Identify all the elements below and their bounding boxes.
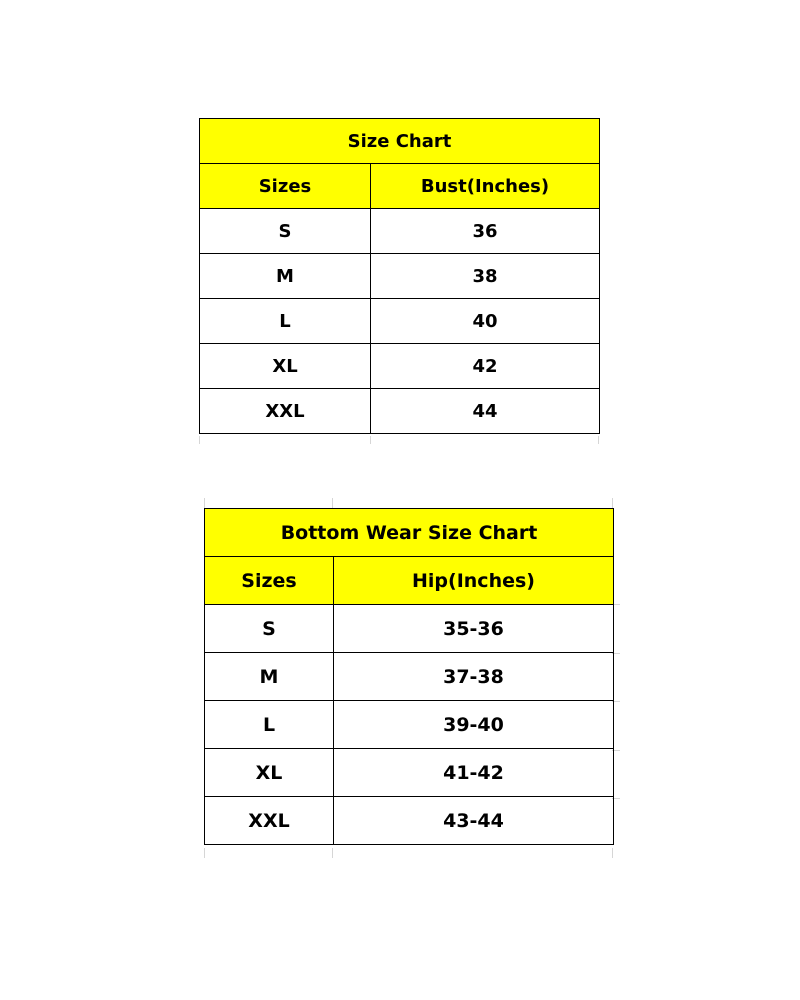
gridline-stub bbox=[612, 848, 613, 858]
table-row bbox=[205, 701, 614, 749]
size-cell: S bbox=[205, 605, 334, 653]
table-row bbox=[200, 299, 600, 344]
measurement-cell: 35-36 bbox=[334, 605, 614, 653]
table-title: Bottom Wear Size Chart bbox=[205, 509, 614, 557]
gridline-stub bbox=[332, 848, 333, 858]
size-cell: XL bbox=[200, 344, 371, 389]
table-title: Size Chart bbox=[200, 119, 600, 164]
size-cell: XL bbox=[205, 749, 334, 797]
gridline-stub bbox=[199, 436, 200, 444]
measurement-cell: 43-44 bbox=[334, 797, 614, 845]
column-header-sizes: Sizes bbox=[200, 164, 371, 209]
column-header-sizes: Sizes bbox=[205, 557, 334, 605]
title-row bbox=[205, 509, 614, 557]
measurement-cell: 37-38 bbox=[334, 653, 614, 701]
table-row bbox=[205, 653, 614, 701]
column-header-hip: Hip(Inches) bbox=[334, 557, 614, 605]
gridline-stub bbox=[612, 498, 613, 508]
title-row bbox=[200, 119, 600, 164]
gridline-stub bbox=[598, 436, 599, 444]
gridline-stub bbox=[370, 436, 371, 444]
header-row bbox=[205, 557, 614, 605]
table-row bbox=[205, 797, 614, 845]
table-row bbox=[200, 389, 600, 434]
bottom-wear-size-chart-table bbox=[204, 508, 614, 845]
size-cell: L bbox=[200, 299, 371, 344]
table-row bbox=[205, 605, 614, 653]
size-cell: XXL bbox=[205, 797, 334, 845]
measurement-cell: 41-42 bbox=[334, 749, 614, 797]
measurement-cell: 40 bbox=[371, 299, 600, 344]
measurement-cell: 42 bbox=[371, 344, 600, 389]
gridline-stub bbox=[204, 498, 205, 508]
size-cell: M bbox=[205, 653, 334, 701]
size-cell: L bbox=[205, 701, 334, 749]
measurement-cell: 39-40 bbox=[334, 701, 614, 749]
size-cell: M bbox=[200, 254, 371, 299]
size-cell: S bbox=[200, 209, 371, 254]
measurement-cell: 36 bbox=[371, 209, 600, 254]
table-row bbox=[200, 254, 600, 299]
size-cell: XXL bbox=[200, 389, 371, 434]
table-row bbox=[205, 749, 614, 797]
size-chart-table bbox=[199, 118, 600, 434]
header-row bbox=[200, 164, 600, 209]
gridline-stub bbox=[204, 848, 205, 858]
gridline-stub bbox=[332, 498, 333, 508]
measurement-cell: 38 bbox=[371, 254, 600, 299]
measurement-cell: 44 bbox=[371, 389, 600, 434]
column-header-bust: Bust(Inches) bbox=[371, 164, 600, 209]
table-row bbox=[200, 209, 600, 254]
table-row bbox=[200, 344, 600, 389]
